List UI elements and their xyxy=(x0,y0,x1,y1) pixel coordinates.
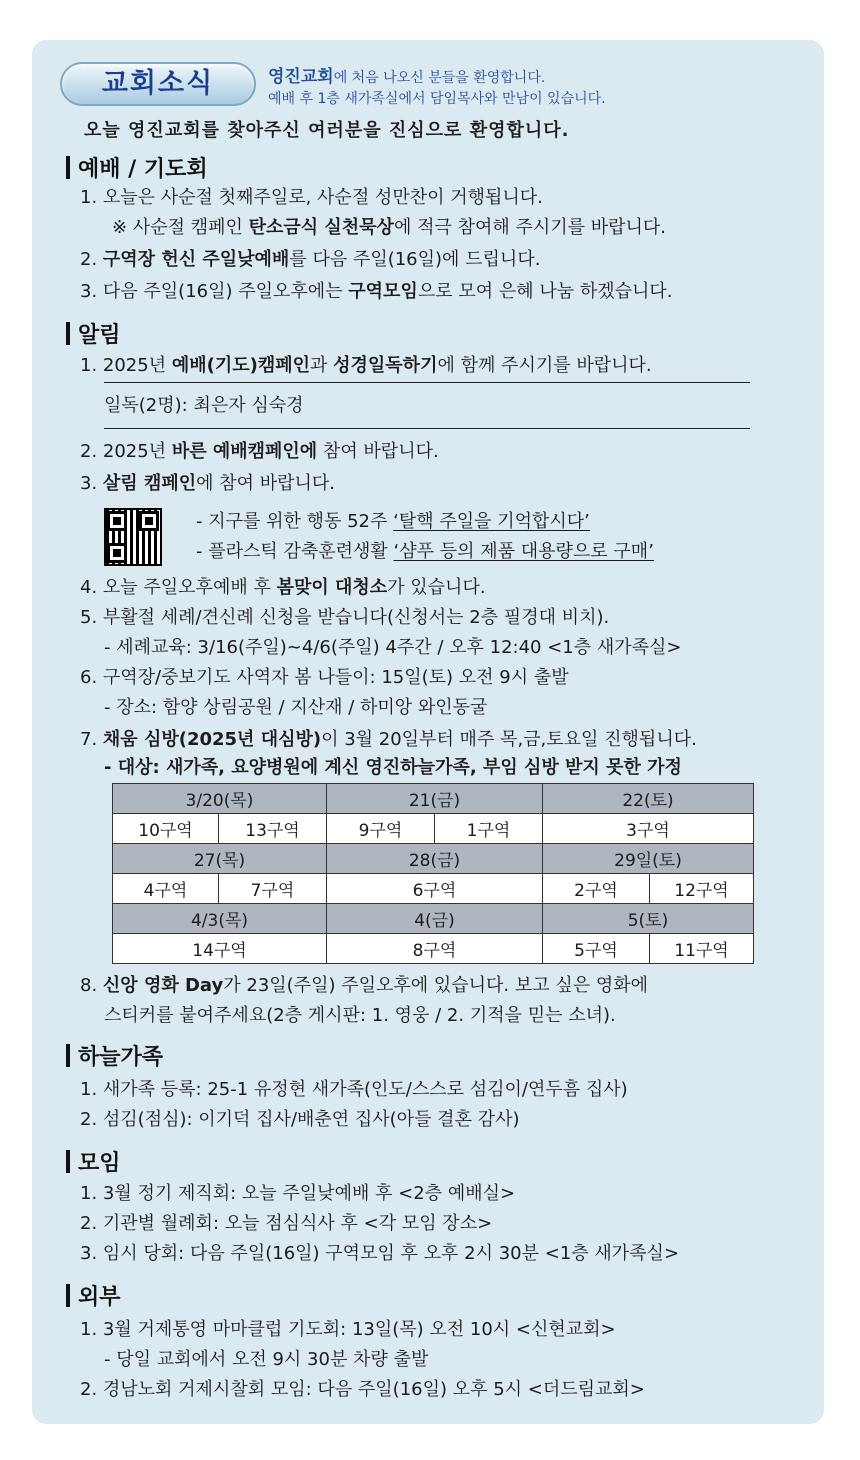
section-title-family: 하늘가족 xyxy=(66,1040,163,1071)
notice-item-3-action-1: - 지구를 위한 행동 52주 ‘탈핵 주일을 기억합시다’ xyxy=(196,511,590,532)
notice-item-5: 5. 부활절 세례/견신례 신청을 받습니다(신청서는 2층 필경대 비치). xyxy=(80,607,610,628)
schedule-date: 28(금) xyxy=(327,844,543,874)
schedule-date: 4/3(목) xyxy=(113,904,327,934)
worship-item-1-note: ※ 사순절 캠페인 탄소금식 실천묵상에 적극 참여해 주시기를 바랍니다. xyxy=(112,217,666,238)
schedule-zone: 2구역 xyxy=(543,874,650,904)
schedule-zone: 8구역 xyxy=(327,934,543,964)
external-item-1-detail: - 당일 교회에서 오전 9시 30분 차량 출발 xyxy=(104,1349,429,1370)
schedule-date: 22(토) xyxy=(543,784,754,814)
schedule-zone: 10구역 xyxy=(113,814,219,844)
schedule-zone: 4구역 xyxy=(113,874,219,904)
schedule-zone: 9구역 xyxy=(327,814,435,844)
table-row xyxy=(113,784,754,814)
schedule-zone: 1구역 xyxy=(435,814,543,844)
divider xyxy=(104,382,750,383)
church-news-badge: 교회소식 xyxy=(60,62,256,106)
church-name: 영진교회 xyxy=(268,67,334,87)
visitation-schedule-table xyxy=(112,783,754,964)
header-meeting-line: 예배 후 1층 새가족실에서 담임목사와 만남이 있습니다. xyxy=(268,91,606,107)
schedule-zone: 13구역 xyxy=(219,814,327,844)
worship-item-1: 1. 오늘은 사순절 첫째주일로, 사순절 성만찬이 거행됩니다. xyxy=(80,187,543,208)
external-item-2: 2. 경남노회 거제시찰회 모임: 다음 주일(16일) 오후 5시 <더드림교회> xyxy=(80,1379,645,1400)
notice-item-7: 7. 채움 심방(2025년 대심방)이 3월 20일부터 매주 목,금,토요일 진행됩니다. xyxy=(80,729,697,750)
notice-item-8-detail: 스티커를 붙여주세요(2층 게시판: 1. 영웅 / 2. 기적을 믿는 소녀). xyxy=(104,1005,616,1026)
qr-code-icon[interactable] xyxy=(104,508,162,566)
family-item-1: 1. 새가족 등록: 25-1 유정현 새가족(인도/스스로 섬김이/연두흠 집사) xyxy=(80,1079,628,1100)
notice-item-1-readers: 일독(2명): 최은자 심숙경 xyxy=(104,395,304,416)
header-welcome-line: 영진교회에 처음 나오신 분들을 환영합니다. xyxy=(268,67,546,87)
schedule-zone: 6구역 xyxy=(327,874,543,904)
notice-item-8: 8. 신앙 영화 Day가 23일(주일) 주일오후에 있습니다. 보고 싶은 영화에 xyxy=(80,975,649,996)
schedule-zone: 7구역 xyxy=(219,874,327,904)
meeting-item-1: 1. 3월 정기 제직회: 오늘 주일낮예배 후 <2층 예배실> xyxy=(80,1183,516,1204)
schedule-zone: 3구역 xyxy=(543,814,754,844)
notice-item-4: 4. 오늘 주일오후예배 후 봄맞이 대청소가 있습니다. xyxy=(80,577,486,598)
schedule-date: 29일(토) xyxy=(543,844,754,874)
table-row xyxy=(113,934,754,964)
section-title-worship: 예배 / 기도회 xyxy=(66,152,208,183)
schedule-date: 21(금) xyxy=(327,784,543,814)
notice-item-6: 6. 구역장/중보기도 사역자 봄 나들이: 15일(토) 오전 9시 출발 xyxy=(80,667,569,688)
worship-item-2: 2. 구역장 헌신 주일낮예배를 다음 주일(16일)에 드립니다. xyxy=(80,249,541,270)
notice-item-2: 2. 2025년 바른 예배캠페인에 참여 바랍니다. xyxy=(80,441,439,462)
table-row xyxy=(113,814,754,844)
notice-item-6-detail: - 장소: 함양 상림공원 / 지산재 / 하미앙 와인동굴 xyxy=(104,697,488,718)
section-title-external: 외부 xyxy=(66,1280,121,1311)
family-item-2: 2. 섬김(점심): 이기덕 집사/배춘연 집사(아들 결혼 감사) xyxy=(80,1109,520,1130)
worship-item-3: 3. 다음 주일(16일) 주일오후에는 구역모임으로 모여 은혜 나눔 하겠습니다. xyxy=(80,281,673,302)
section-title-meeting: 모임 xyxy=(66,1146,121,1177)
table-row xyxy=(113,904,754,934)
external-item-1: 1. 3월 거제통영 마마클럽 기도회: 13일(목) 오전 10시 <신현교회> xyxy=(80,1319,616,1340)
notice-item-3-action-2: - 플라스틱 감축훈련생활 ‘샴푸 등의 제품 대용량으로 구매’ xyxy=(196,541,654,562)
schedule-date: 4(금) xyxy=(327,904,543,934)
welcome-message: 오늘 영진교회를 찾아주신 여러분을 진심으로 환영합니다. xyxy=(84,120,570,141)
section-title-notice: 알림 xyxy=(66,318,121,349)
schedule-zone: 5구역 xyxy=(543,934,650,964)
notice-item-3: 3. 살림 캠페인에 참여 바랍니다. xyxy=(80,473,336,494)
schedule-zone: 12구역 xyxy=(650,874,754,904)
schedule-zone: 14구역 xyxy=(113,934,327,964)
table-row xyxy=(113,874,754,904)
meeting-item-3: 3. 임시 당회: 다음 주일(16일) 구역모임 후 오후 2시 30분 <1층 새가족실> xyxy=(80,1243,680,1264)
schedule-zone: 11구역 xyxy=(650,934,754,964)
table-row xyxy=(113,844,754,874)
notice-item-1: 1. 2025년 예배(기도)캠페인과 성경일독하기에 함께 주시기를 바랍니다. xyxy=(80,355,652,376)
notice-item-7-target: - 대상: 새가족, 요양병원에 계신 영진하늘가족, 부임 심방 받지 못한 가정 xyxy=(104,757,682,778)
schedule-date: 27(목) xyxy=(113,844,327,874)
meeting-item-2: 2. 기관별 월례회: 오늘 점심식사 후 <각 모임 장소> xyxy=(80,1213,493,1234)
notice-item-5-detail: - 세례교육: 3/16(주일)~4/6(주일) 4주간 / 오후 12:40 <1층 새가족실> xyxy=(104,637,682,658)
schedule-date: 3/20(목) xyxy=(113,784,327,814)
divider xyxy=(104,428,750,429)
schedule-date: 5(토) xyxy=(543,904,754,934)
